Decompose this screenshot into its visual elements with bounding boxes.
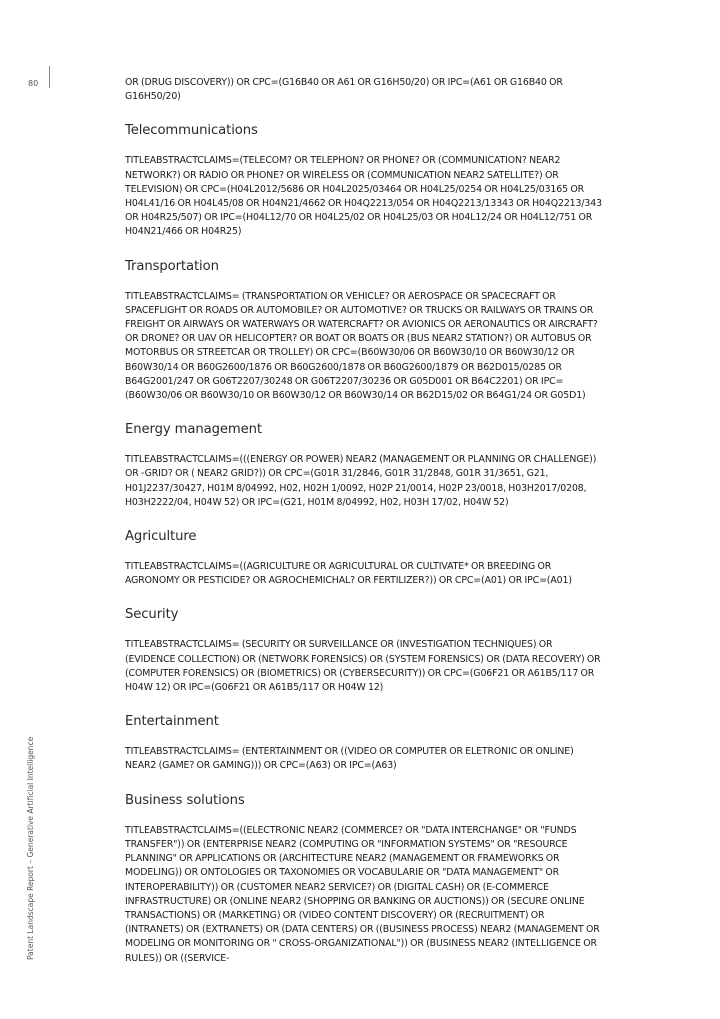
section-heading: Agriculture <box>125 529 197 545</box>
section-heading: Energy management <box>125 422 263 438</box>
search-query: TITLEABSTRACTCLAIMS=(((ENERGY OR POWER) NEAR2 (MANAGEMENT OR PLANNING OR CHALLENGE)) OR -GRID? OR ( NEAR2 GRID?)) OR CPC=(G01R 31/2846, G01R 31/2848, G01R 31/3651, G21, H01J2237/30427, H01M 8/04992, H02, H02H 1/0092, H02P 21/0014, H02P 23/0018, H03H2017/0208, H03H2222/04, H04W 52) OR IPC=(G21, H01M 8/04992, H02, H03H 17/02, H04W 52) <box>125 454 597 508</box>
page-content <box>125 76 605 966</box>
section-heading: Telecommunications <box>125 123 258 139</box>
search-query: TITLEABSTRACTCLAIMS= (TRANSPORTATION OR VEHICLE? OR AEROSPACE OR SPACECRAFT OR SPACEFLIGHT OR ROADS OR AUTOMOBILE? OR AUTOMOTIVE? OR TRUCKS OR RAILWAYS OR TRAINS OR FREIGHT OR AIRWAYS OR WATERWAYS OR WATERCRAFT? OR AVIONICS OR AERONAUTICS OR AIRCRAFT? OR DRONE? OR UAV OR HELICOPTER? OR BOAT OR BOATS OR (BUS NEAR2 STATION?) OR AUTOBUS OR MOTORBUS OR STREETCAR OR TROLLEY) OR CPC=(B60W30/06 OR B60W30/10 OR B60W30/12 OR B60W30/14 OR B60G2600/1876 OR B60G2600/1878 OR B60G2600/1879 OR B62D015/0285 OR B64G2001/247 OR G06T2207/30248 OR G06T2207/30236 OR G05D001 OR B64C2201) OR IPC=(B60W30/06 OR B60W30/10 OR B60W30/12 OR B60W30/14 OR B62D15/02 OR B64G1/24 OR G05D1) <box>125 290 598 402</box>
page-number: 80 <box>28 79 39 88</box>
section-telecommunications <box>125 122 605 239</box>
section-security <box>125 606 605 695</box>
section-energy-management <box>125 421 605 510</box>
running-title: Patent Landscape Report – Generative Artificial Intelligence <box>26 736 35 960</box>
section-agriculture <box>125 528 605 588</box>
section-heading: Entertainment <box>125 714 219 730</box>
search-query: TITLEABSTRACTCLAIMS= (SECURITY OR SURVEILLANCE OR (INVESTIGATION TECHNIQUES) OR (EVIDENCE COLLECTION) OR (NETWORK FORENSICS) OR (SYSTEM FORENSICS) OR (DATA RECOVERY) OR (COMPUTER FORENSICS) OR (BIOMETRICS) OR (CYBERSECURITY)) OR CPC=(G06F21 OR A61B5/117 OR H04W 12) OR IPC=(G06F21 OR A61B5/117 OR H04W 12) <box>125 639 601 694</box>
section-business-solutions <box>125 792 605 966</box>
section-heading: Business solutions <box>125 792 245 808</box>
continued-query: OR (DRUG DISCOVERY)) OR CPC=(G16B40 OR A61 OR G16H50/20) OR IPC=(A61 OR G16B40 OR G16H50/20) <box>125 77 563 103</box>
section-transportation <box>125 258 605 404</box>
search-query: TITLEABSTRACTCLAIMS=((ELECTRONIC NEAR2 (COMMERCE? OR "DATA INTERCHANGE" OR "FUNDS TRANSFER")) OR (ENTERPRISE NEAR2 (COMPUTING OR "INFORMATION SYSTEMS" OR "RESOURCE PLANNING" OR APPLICATIONS OR (ARCHITECTURE NEAR2 (MANAGEMENT OR FRAMEWORKS OR MODELING)) OR ONTOLOGIES OR TAXONOMIES OR VOCABULARIE OR "DATA MANAGEMENT" OR INTEROPERABILITY)) OR (CUSTOMER NEAR2 SERVICE?) OR (DIGITAL CASH) OR (E-COMMERCE INFRASTRUCTURE) OR (ONLINE NEAR2 (SHOPPING OR BANKING OR AUCTIONS)) OR (SECURE ONLINE TRANSACTIONS) OR (MARKETING) OR (VIDEO CONTENT DISCOVERY) OR (RECRUITMENT) OR (INTRANETS) OR (EXTRANETS) OR (DATA CENTERS) OR ((BUSINESS PROCESS) NEAR2 (MANAGEMENT OR MODELING OR MONITORING OR " CROSS-ORGANIZATIONAL")) OR (BUSINESS NEAR2 (INTELLIGENCE OR RULES)) OR ((SERVICE- <box>125 824 600 964</box>
section-heading: Transportation <box>125 258 219 274</box>
section-entertainment <box>125 713 605 773</box>
search-query: TITLEABSTRACTCLAIMS=((AGRICULTURE OR AGRICULTURAL OR CULTIVATE* OR BREEDING OR AGRONOMY OR PESTICIDE? OR AGROCHEMICHAL? OR FERTILIZER?)) OR CPC=(A01) OR IPC=(A01) <box>125 561 572 587</box>
search-query: TITLEABSTRACTCLAIMS= (ENTERTAINMENT OR ((VIDEO OR COMPUTER OR ELETRONIC OR ONLINE) NEAR2 (GAME? OR GAMING))) OR CPC=(A63) OR IPC=(A63) <box>125 746 574 772</box>
header-divider <box>49 66 50 88</box>
search-query: TITLEABSTRACTCLAIMS=(TELECOM? OR TELEPHON? OR PHONE? OR (COMMUNICATION? NEAR2 NETWORK?) OR RADIO OR PHONE? OR WIRELESS OR (COMMUNICATION NEAR2 SATELLITE?) OR TELEVISION) OR CPC=(H04L2012/5686 OR H04L2025/03464 OR H04L25/0254 OR H04L25/03165 OR H04L41/16 OR H04L45/08 OR H04N21/4662 OR H04Q2213/054 OR H04Q2213/13343 OR H04Q2213/343 OR H04R25/507) OR IPC=(H04L12/70 OR H04L25/02 OR H04L25/03 OR H04L12/24 OR H04L12/751 OR H04N21/466 OR H04R25) <box>125 155 602 238</box>
section-heading: Security <box>125 607 179 623</box>
